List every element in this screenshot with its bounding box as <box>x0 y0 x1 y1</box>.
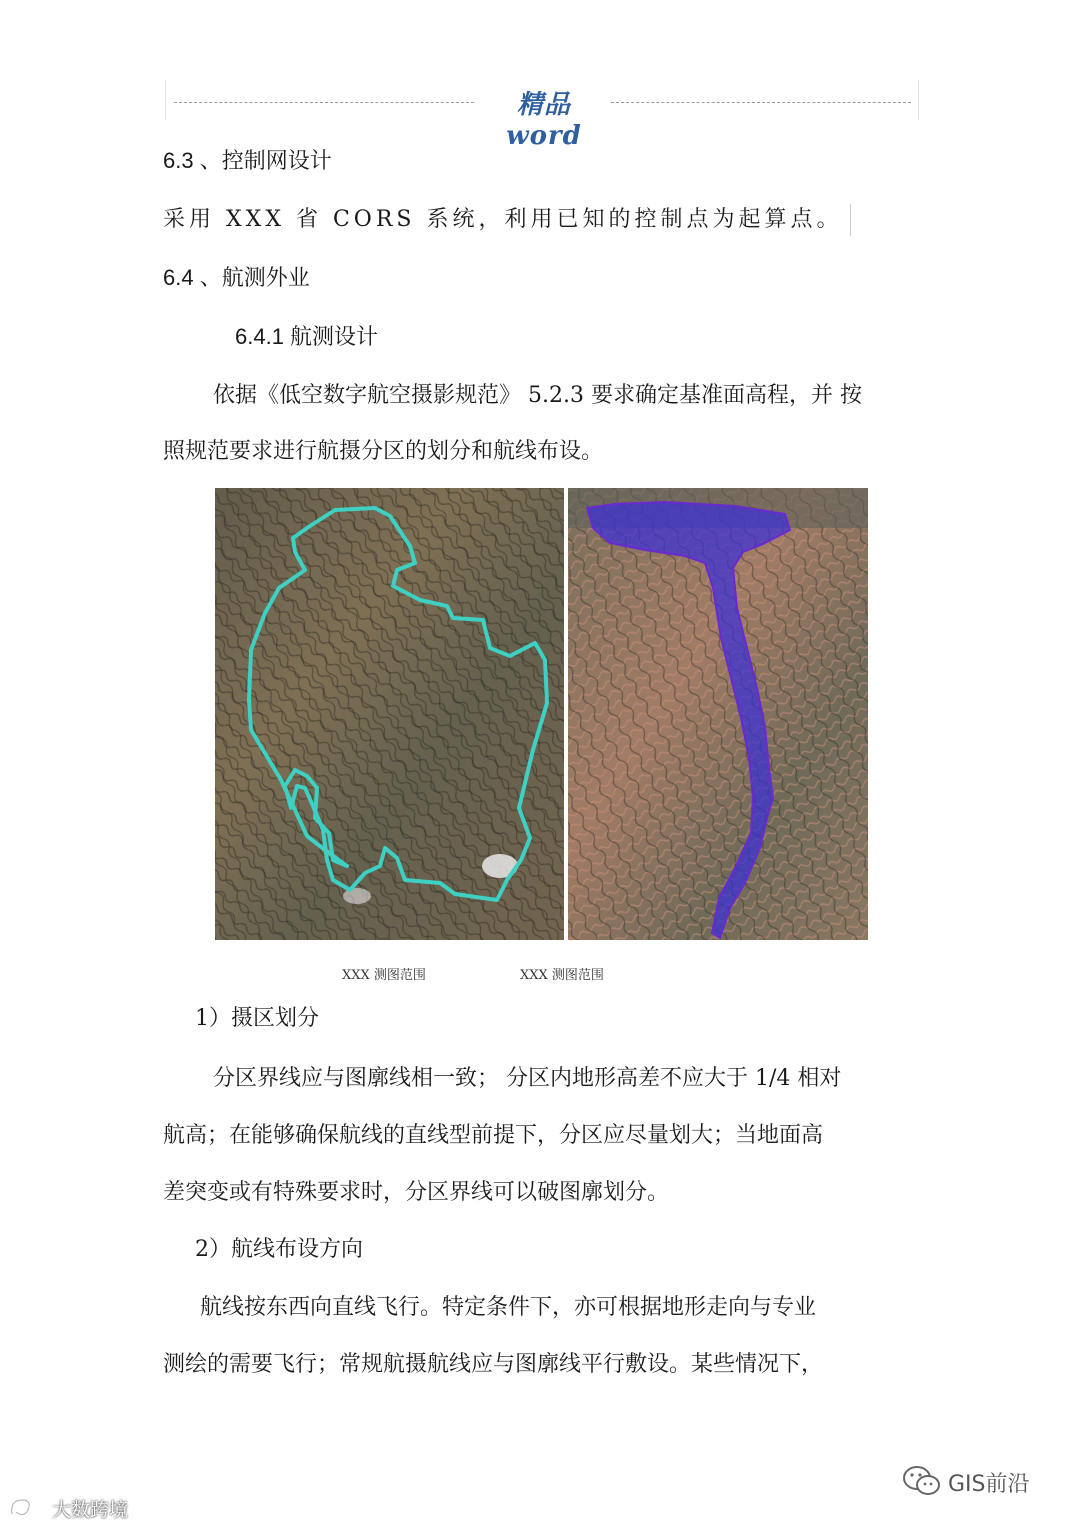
section-6-4-1-para-line2: 照规范要求进行航摄分区的划分和航线布设。 <box>163 439 604 464</box>
section-6-3-title: 6.3 、控制网设计 <box>163 148 332 173</box>
watermark-left <box>8 1492 208 1522</box>
right-satellite-map <box>568 488 868 940</box>
list-item-2-title: 2）航线布设方向 <box>195 1237 363 1262</box>
header-dash-right <box>611 102 911 103</box>
watermark-right-text: GIS前沿 <box>948 1472 1030 1497</box>
watermark-right <box>900 1462 1060 1502</box>
map-divider <box>564 488 568 940</box>
list-item-1-line1: 分区界线应与图廓线相一致； 分区内地形高差不应大于 1/4 相对 <box>213 1066 842 1091</box>
figure-caption-left: XXX 测图范围 <box>342 968 426 983</box>
brand-logo-icon <box>8 1494 46 1520</box>
header-logo: 精品word <box>506 90 582 151</box>
list-item-2-line2: 测绘的需要飞行；常规航摄航线应与图廓线平行敷设。某些情况下， <box>163 1352 824 1377</box>
header-dash-left <box>174 102 474 103</box>
list-item-2-line1: 航线按东西向直线飞行。特定条件下，亦可根据地形走向与专业 <box>200 1295 817 1320</box>
list-item-1-title: 1）摄区划分 <box>195 1006 319 1031</box>
left-satellite-map <box>215 488 564 940</box>
figure-caption-right: XXX 测图范围 <box>520 968 604 983</box>
wechat-icon <box>902 1464 942 1498</box>
text-cursor <box>850 204 851 236</box>
survey-area-figure <box>215 488 868 940</box>
section-6-4-1-title: 6.4.1 航测设计 <box>235 324 379 349</box>
section-6-4-1-para-line1: 依据《低空数字航空摄影规范》 5.2.3 要求确定基准面高程，并 按 <box>213 383 862 408</box>
page-header <box>165 80 919 151</box>
list-item-1-line3: 差突变或有特殊要求时，分区界线可以破图廓划分。 <box>163 1180 670 1205</box>
watermark-left-text: 大数跨境 <box>52 1499 129 1521</box>
section-6-4-title: 6.4 、航测外业 <box>163 265 310 290</box>
list-item-1-line2: 航高；在能够确保航线的直线型前提下，分区应尽量划大；当地面高 <box>163 1123 824 1148</box>
section-6-3-body: 采用 XXX 省 CORS 系统，利用已知的控制点为起算点。 <box>163 207 843 232</box>
